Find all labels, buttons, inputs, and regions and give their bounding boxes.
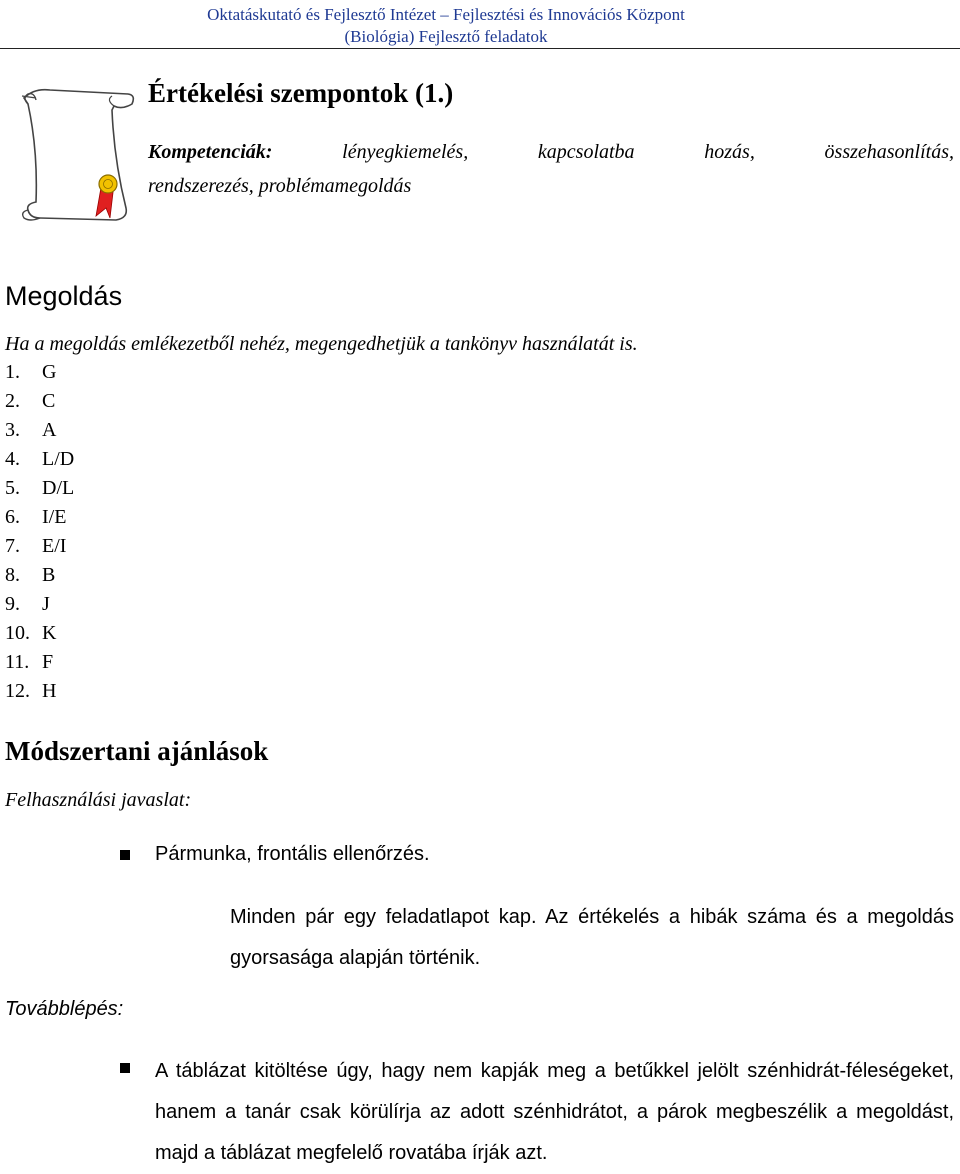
list-item: 7. E/I [5, 535, 67, 557]
competencies-line [148, 130, 954, 174]
list-item: 11. F [5, 651, 54, 673]
list-item: 12. H [5, 680, 57, 702]
usage-label: Felhasználási javaslat: [5, 789, 192, 811]
page-header [146, 4, 746, 48]
competencies-list-continued: rendszerezés, problémamegoldás [148, 175, 412, 197]
competencies-label: Kompetenciák: [148, 141, 273, 163]
list-item: 8. B [5, 564, 56, 586]
solution-heading: Megoldás [5, 281, 123, 311]
bullet-pair-work: Pármunka, frontális ellenőrzés. [155, 843, 430, 865]
next-step-label: Továbblépés: [5, 998, 124, 1020]
list-item: 6. I/E [5, 506, 67, 528]
solution-intro: Ha a megoldás emlékezetből nehéz, megengedhetjük a tankönyv használatát is. [5, 333, 638, 355]
list-item: 1. G [5, 361, 57, 383]
header-divider [0, 48, 960, 49]
header-subtitle: (Biológia) Fejlesztő feladatok [344, 27, 548, 46]
medal-icon [99, 175, 117, 193]
competencies-list: lényegkiemelés, kapcsolatba hozás, összehasonlítás, [342, 141, 955, 163]
bullet-square-icon [120, 1063, 130, 1073]
list-item: 4. L/D [5, 448, 75, 470]
list-item: 2. C [5, 390, 56, 412]
list-item: 3. A [5, 419, 57, 441]
list-item: 5. D/L [5, 477, 75, 499]
list-item: 9. J [5, 593, 50, 615]
methods-heading: Módszertani ajánlások [5, 736, 269, 766]
header-institute: Oktatáskutató és Fejlesztő Intézet – Fejlesztési és Innovációs Központ [207, 5, 685, 24]
list-item: 10. K [5, 622, 57, 644]
page-title: Értékelési szempontok (1.) [148, 78, 454, 108]
table-task-description: A táblázat kitöltése úgy, hagy nem kapják meg a betűkkel jelölt szénhidrát-féleségeket, hanem a tanár csak körülírja az adott szénhidrátot, a párok megbeszélik a megoldást, majd a táblázat megfelelő rovatába írják azt. [155, 1060, 954, 1164]
answer-list [5, 358, 74, 706]
pair-work-description: Minden pár egy feladatlapot kap. Az értékelés a hibák száma és a megoldás gyorsasága alapján történik. [230, 906, 954, 969]
bullet-square-icon [120, 850, 130, 860]
scroll-certificate-icon [10, 80, 140, 230]
